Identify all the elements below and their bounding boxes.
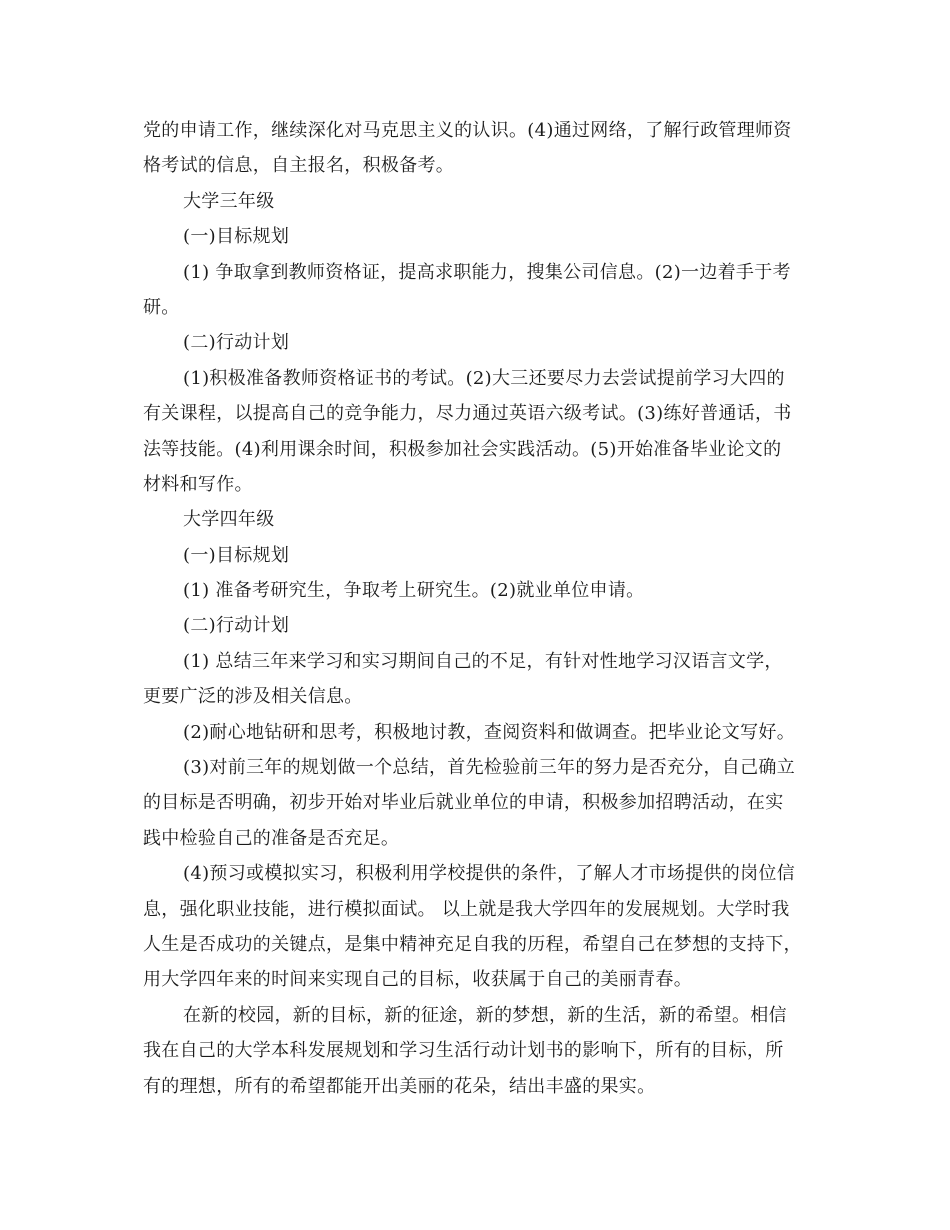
text-line: 的目标是否明确，初步开始对毕业后就业单位的申请，积极参加招聘活动，在实 xyxy=(143,792,784,814)
text-line: (二)行动计划 xyxy=(183,615,290,637)
text-line: (一)目标规划 xyxy=(183,544,290,566)
text-line: (1)积极准备教师资格证书的考试。(2)大三还要尽力去尝试提前学习大四的 xyxy=(183,367,785,389)
text-line: (1) 争取拿到教师资格证，提高求职能力，搜集公司信息。(2)一边着手于考 xyxy=(183,261,791,283)
text-line: 我在自己的大学本科发展规划和学习生活行动计划书的影响下，所有的目标，所 xyxy=(143,1040,784,1062)
text-line: 材料和写作。 xyxy=(143,473,253,495)
text-line: 人生是否成功的关键点，是集中精神充足自我的历程，希望自己在梦想的支持下， xyxy=(143,933,802,955)
text-line: 大学三年级 xyxy=(183,190,275,212)
document-body xyxy=(143,113,811,1104)
text-line: 有的理想，所有的希望都能开出美丽的花朵，结出丰盛的果实。 xyxy=(143,1075,656,1097)
text-line: (4)预习或模拟实习，积极利用学校提供的条件，了解人才市场提供的岗位信 xyxy=(183,863,795,885)
text-line: 用大学四年来的时间来实现自己的目标，收获属于自己的美丽青春。 xyxy=(143,969,692,991)
text-line: (一)目标规划 xyxy=(183,226,290,248)
text-line: 研。 xyxy=(143,296,180,318)
text-line: 息，强化职业技能，进行模拟面试。 以上就是我大学四年的发展规划。大学时我 xyxy=(143,898,790,920)
text-line: 格考试的信息，自主报名，积极备考。 xyxy=(143,155,455,177)
text-line: 有关课程，以提高自己的竞争能力，尽力通过英语六级考试。(3)练好普通话，书 xyxy=(143,403,792,425)
text-line: 践中检验自己的准备是否充足。 xyxy=(143,827,400,849)
text-line: (3)对前三年的规划做一个总结，首先检验前三年的努力是否充分，自己确立 xyxy=(183,757,795,779)
text-line: 党的申请工作，继续深化对马克思主义的认识。(4)通过网络，了解行政管理师资 xyxy=(143,120,792,141)
text-line: 在新的校园，新的目标，新的征途，新的梦想，新的生活，新的希望。相信 xyxy=(183,1004,787,1026)
text-line: (2)耐心地钻研和思考，积极地讨教，查阅资料和做调查。把毕业论文写好。 xyxy=(183,721,795,743)
text-line: 大学四年级 xyxy=(183,509,275,531)
text-line: 更要广泛的涉及相关信息。 xyxy=(143,686,363,708)
text-line: (1) 总结三年来学习和实习期间自己的不足，有针对性地学习汉语言文学， xyxy=(183,650,783,672)
text-line: 法等技能。(4)利用课余时间，积极参加社会实践活动。(5)开始准备毕业论文的 xyxy=(143,438,782,460)
text-line: (二)行动计划 xyxy=(183,332,290,354)
text-line: (1) 准备考研究生，争取考上研究生。(2)就业单位申请。 xyxy=(183,580,645,602)
